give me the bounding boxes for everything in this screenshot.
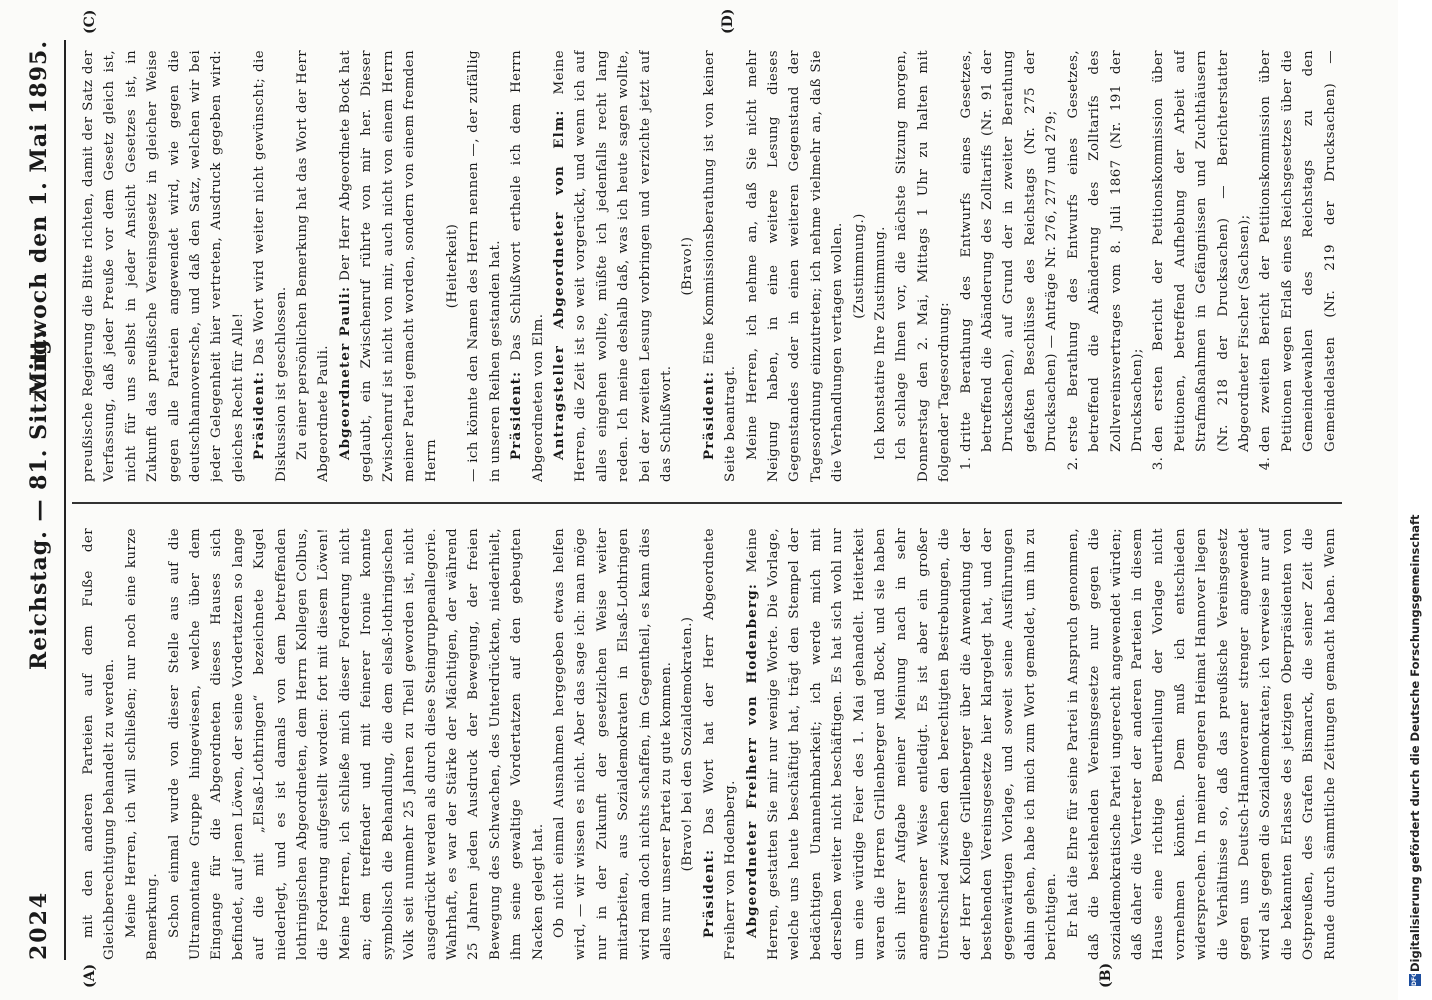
paragraph: mit den anderen Parteien auf dem Fuße der Gleichberechtigung behandelt zu werden. — [81, 528, 118, 960]
left-column — [78, 528, 1338, 960]
speaker-name: Antragsteller Abgeordneter von Elm: — [550, 109, 567, 460]
speech-text: Meine Herren, die Zeit ist so weit vorgerückt, und wenn ich auf alles eingehen wollte, müßte ich jedenfalls recht lang reden. Ich meine deshalb daß, was ich heute sagen wollte, bei der zweiten Lesung vorbringen und verzichte jetzt auf das Schlußwort. — [551, 50, 674, 482]
stage-direction: (Bravo!) — [680, 236, 696, 296]
digitization-credit: Digitalisierung gefördert durch die Deutsche Forschungsgemeinschaft — [1408, 514, 1422, 972]
agenda-item: 4. den zweiten Bericht der Petitionskommission über Petitionen wegen Erlaß eines Reichsgesetzes über die Gemeindewahlen des Reichstags zu den Gemeindelasten (Nr. 219 der Drucksachen) — — [1255, 50, 1338, 452]
margin-mark-b: (B) — [1098, 962, 1114, 988]
speech-paragraph — [506, 50, 549, 482]
paragraph: Ich schlage Ihnen vor, die nächste Sitzung morgen, Donnerstag den 2. Mai, Mittags 1 Uhr zu halten mit folgender Tagesordnung: — [894, 50, 953, 482]
speaker-name: Präsident: — [700, 848, 717, 938]
digitization-footer — [1398, 0, 1432, 1000]
speech-text: Das Wort hat der Herr Abgeordnete Freiherr von Hodenberg. — [701, 528, 739, 960]
page-header — [24, 40, 58, 960]
speech-text: Das Schlußwort ertheile ich dem Herrn Abgeordneten von Elm. — [509, 50, 546, 482]
dfg-logo-icon: DFG — [1409, 974, 1421, 986]
agenda-item: 2. erste Berathung des Entwurfs eines Gesetzes, betreffend die Abänderung des Zolltarifs des Zollvereinsvertrages vom 8. Juli 1867 (Nr. 191 der Drucksachen); — [1063, 50, 1149, 452]
paragraph: Ich konstatire Ihre Zustimmung. — [873, 226, 889, 460]
paragraph: Meine Herren, ich will schließen; nur noch eine kurze Bemerkung. — [123, 528, 161, 960]
speech-text: Eine Kommissionsberathung ist von keiner Seite beantragt. — [701, 50, 739, 482]
column-divider — [72, 503, 1342, 505]
right-column — [78, 50, 1338, 482]
paragraph: Zu einer persönlichen Bemerkung hat das Wort der Herr Abgeordnete Pauli. — [295, 50, 332, 482]
agenda-item: 1. dritte Berathung des Entwurfs eines Gesetzes, betreffend die Abänderung des Zolltarifs (Nr. 91 der Drucksachen), auf Grund der in zweiter Berathung gefaßten Beschlüsse des Reichstags (Nr. 275 der Drucksachen) — Anträge Nr. 276, 277 und 279; — [956, 50, 1063, 452]
speech-paragraph — [335, 50, 442, 482]
speech-paragraph — [249, 50, 292, 482]
speech-paragraph — [549, 50, 677, 482]
speaker-name: Abgeordneter Freiherr von Hodenberg: — [743, 583, 760, 938]
page-date: Mittwoch den 1. Mai 1895. — [26, 40, 52, 396]
paragraph: — ich könnte den Namen des Herrn nennen —, der zufällig in unseren Reihen gestanden hat. — [466, 50, 503, 482]
margin-mark-c: (C) — [82, 9, 98, 34]
stage-direction: (Bravo! bei den Sozialdemokraten.) — [680, 616, 696, 872]
speech-paragraph — [699, 50, 742, 482]
agenda-item: 3. den ersten Bericht der Petitionskommission über Petitionen, betreffend Aufhebung der Arbeit auf Strafmaßnahmen in Gefängnissen und Zuchthäusern (Nr. 218 der Drucksachen) — Berichterstatter Abgeordneter Fischer (Sachsen); — [1148, 50, 1255, 452]
speaker-name: Abgeordneter Pauli: — [336, 285, 353, 460]
agenda-list — [956, 50, 1338, 482]
paragraph: preußische Regierung die Bitte richten, damit der Satz der Verfassung, daß jeder Preuße vor dem Gesetz gleich ist, nicht für uns selbst in jeder Ansicht Gesetzes ist, in Zukunft das preußische Vereinsgesetz in gleicher Weise gegen alle Parteien angewendet wird, wie gegen die deutschhannoversche, und daß den Satz, welchen wir bei jeder Gelegenheit hier vertreten, Ausdruck gegeben wird: gleiches Recht für Alle! — [81, 50, 246, 482]
speaker-name: Präsident: — [700, 370, 717, 460]
running-title: Reichstag. — 81. Sitzung. — [26, 329, 52, 671]
paragraph: Ob nicht einmal Ausnahmen hergegeben etwas helfen wird, — wir wissen es nicht. Aber das sage ich: man möge nur in der Zukunft der gesetzlichen Weise weiter mitarbeiten, aus Sozialdemokraten in Elsaß-Lothringen wird man doch nichts schaffen, im Gegentheil, es kann dies alles nur unserer Partei zu gute kommen. — [551, 528, 674, 960]
speaker-name: Präsident: — [251, 370, 268, 460]
margin-mark-a: (A) — [82, 963, 98, 988]
stage-direction: (Heiterkeit) — [444, 223, 460, 309]
page-number: 2024 — [26, 890, 52, 960]
paragraph: Meine Herren, ich nehme an, daß Sie nicht mehr Neigung haben, in eine weitere Lesung dieses Gegenstandes oder in einen weiteren Gegenstand der Tagesordnung einzutreten; ich nehme vielmehr an, daß Sie die Verhandlungen vertagen wollen. — [744, 50, 846, 482]
speech-paragraph — [699, 528, 742, 960]
margin-mark-d: (D) — [720, 8, 736, 34]
stage-direction: (Zustimmung.) — [851, 213, 867, 319]
speech-text: Meine Herren, gestatten Sie mir nur wenige Worte. Die Vorlage, welche uns heute beschäftigt hat, trägt den Stempel der bedächtigen Unannehmbarkeit; ich werde mich mit derselben weiter nicht beschäftigen. Es hat sich wohl nur um eine würdige Feier des 1. Mai gehandelt. Heiterkeit waren die Herren Grillenberger und Bock, und sie haben sich ihrer Aufgabe meiner Meinung nach in sehr angemessener Weise entledigt. Es ist aber ein großer Unterschied zwischen den berechtigten Bestrebungen, die der Herr Kollege Grillenberger über die Anwendung der bestehenden Vereinsgesetze hier klargelegt hat, und der gegenwärtigen Vorlage, und soweit seine Ausführungen dahin gehen, habe ich mich zum Wort gemeldet, um ihn zu berichtigen. — [744, 528, 1060, 960]
speech-text: Das Wort wird weiter nicht gewünscht; die Diskussion ist geschlossen. — [252, 50, 289, 482]
speech-paragraph — [742, 528, 1063, 960]
speaker-name: Präsident: — [508, 370, 525, 460]
paragraph: Schon einmal wurde von dieser Stelle aus auf die Ultramontane Gruppe hingewiesen, welche über dem Eingange für die Abgeordneten dieses Hauses sich befindet, auf jenen Löwen, der seine Vordertatzen so lange auf die mit „Elsaß-Lothringen“ bezeichnete Kugel niederlegt, und es ist damals von dem betreffenden lothringischen Abgeordneten, dem Herrn Kollegen Colbus, die Forderung aufgestellt worden: fort mit diesem Löwen! Meine Herren, ich schließe mich dieser Forderung nicht an; dem treffender und mit feinerer Ironie konnte symbolisch die Behandlung, die dem elsaß-lothringischen Volk seit nunmehr 25 Jahren zu Theil geworden ist, nicht ausgedrückt werden als durch diese Steingruppenallegorie. Wahrhaft, es war der Stärke der Mächtigen, der während 25 Jahren jeden Ausdruck der Bewegung, der freien Bewegung des Schwachen, des Unterdrückten, niederhielt, ihm seine gewaltige Vordertatzen auf den gebeugten Nacken gelegt hat. — [166, 528, 546, 960]
paragraph: Er hat die Ehre für seine Partei in Anspruch genommen, daß die bestehenden Vereinsgesetze nur gegen die sozialdemokratische Partei ungerecht angewendet würden; daß daher die Vertreter der anderen Parteien in diesem Hause eine richtige Beurtheilung der Vorlage nicht vornehmen könnten. Dem muß ich entschieden widersprechen. In meiner engeren Heimat Hannover liegen die Verhältnisse so, daß das preußische Vereinsgesetz gegen uns Deutsch-Hannoveraner strenger angewendet wird als gegen die Sozialdemokraten; ich verweise nur auf die bekannten Erlasse des jetzigen Oberpräsidenten von Ostpreußen, des Grafen Bismarck, die seiner Zeit die Runde durch sämmtliche Zeitungen gemacht haben. Wenn — [1065, 528, 1338, 960]
speech-text: Der Herr Abgeordnete Bock hat geglaubt, ein Zwischenruf rührte von mir her. Dieser Zwischenruf ist nicht von mir, auch nicht von einem Herrn meiner Partei gemacht worden, sondern von einem fremden Herrn — [337, 50, 439, 482]
header-rule — [64, 40, 66, 960]
